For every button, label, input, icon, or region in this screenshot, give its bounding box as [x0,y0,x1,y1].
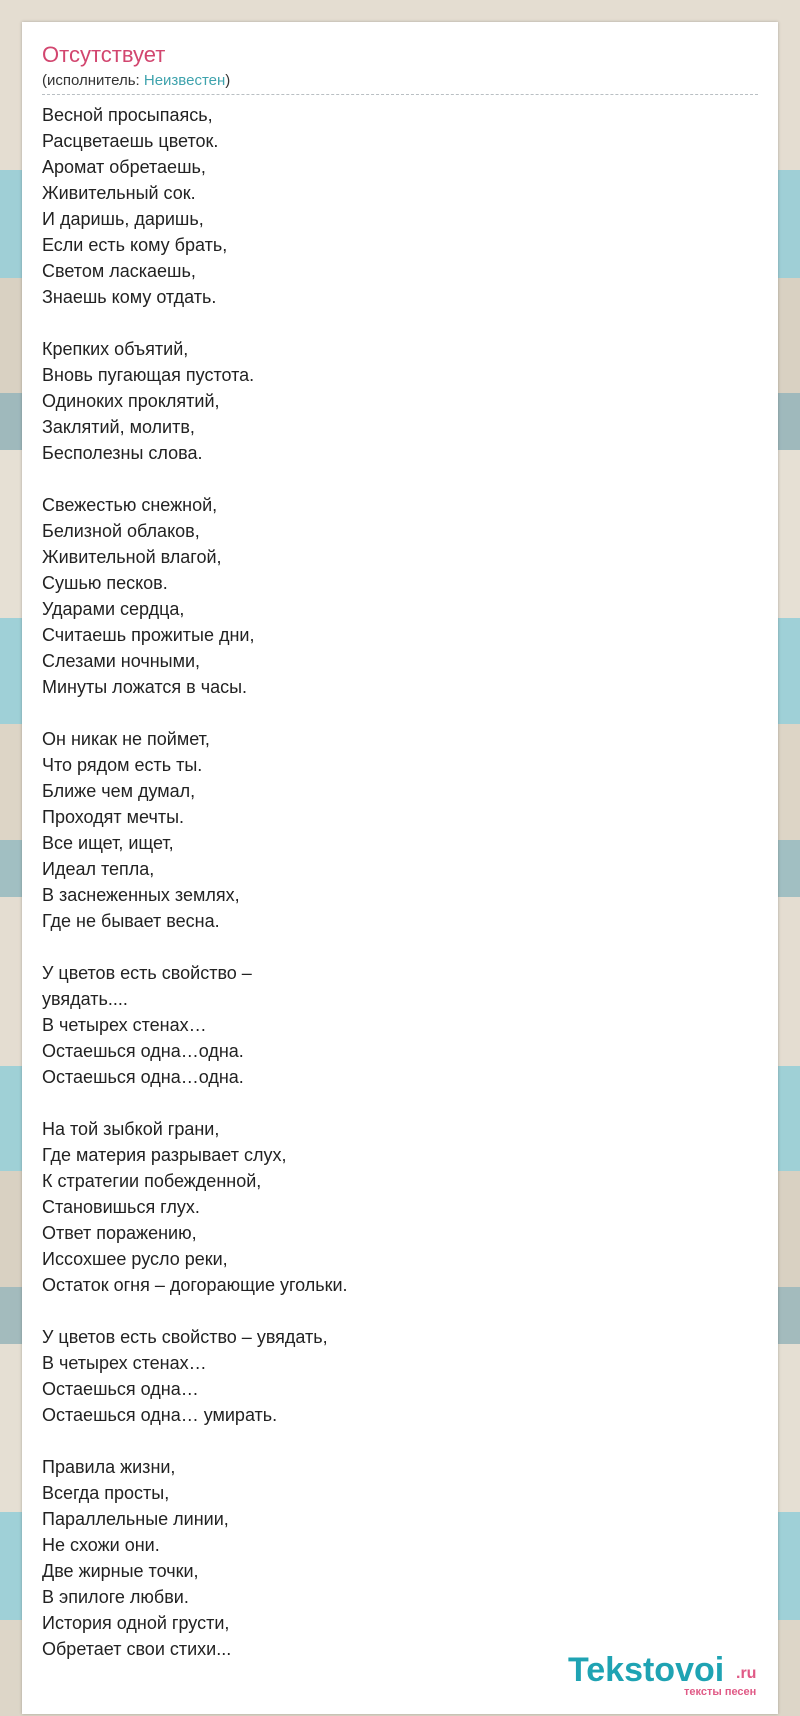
lyrics-line: Крепких объятий, [42,339,189,359]
lyrics-line: Он никак не поймет, [42,729,210,749]
lyrics-line: Ближе чем думал, [42,781,196,801]
lyrics-line: Ударами сердца, [42,599,185,619]
lyrics-line: Где материя разрывает слух, [42,1145,287,1165]
lyrics-line: В заснеженных землях, [42,885,240,905]
lyrics-line: Расцветаешь цветок. [42,131,219,151]
brand-tagline: тексты песен [684,1686,757,1698]
lyrics-line: Правила жизни, [42,1457,176,1477]
lyrics-line: Одиноких проклятий, [42,391,220,411]
lyrics-stanza [42,726,758,934]
lyrics-line: Вновь пугающая пустота. [42,365,255,385]
lyrics-line: В четырех стенах… [42,1353,207,1373]
lyrics-line: Белизной облаков, [42,521,200,541]
lyrics-line: Слезами ночными, [42,651,201,671]
lyrics-stanza [42,1116,758,1298]
lyrics-stanza [42,960,758,1090]
lyrics-line: Ответ поражению, [42,1223,197,1243]
lyrics-line: Живительный сок. [42,183,196,203]
lyrics-line: И даришь, даришь, [42,209,204,229]
lyrics-line: Знаешь кому отдать. [42,287,217,307]
lyrics-line: К стратегии побежденной, [42,1171,262,1191]
lyrics-line: Если есть кому брать, [42,235,228,255]
lyrics-line: Всегда просты, [42,1483,170,1503]
brand-tld: .ru [736,1665,757,1682]
lyrics-line: У цветов есть свойство – [42,963,252,983]
brand-name: Tekstovoi [568,1651,725,1689]
lyrics-line: Живительной влагой, [42,547,222,567]
lyrics-line: Заклятий, молитв, [42,417,195,437]
lyrics-line: Все ищет, ищет, [42,833,174,853]
lyrics-line: Что рядом есть ты. [42,755,203,775]
lyrics-line: У цветов есть свойство – увядать, [42,1327,328,1347]
lyrics-line: Бесполезны слова. [42,443,203,463]
lyrics-line: Остаешься одна… умирать. [42,1405,278,1425]
lyrics-line: Становишься глух. [42,1197,200,1217]
lyrics-line: Иссохшее русло реки, [42,1249,228,1269]
lyrics-line: Аромат обретаешь, [42,157,206,177]
lyrics-line: В эпилоге любви. [42,1587,189,1607]
performer-link[interactable]: Неизвестен [143,72,226,89]
lyrics-line: Свежестью снежной, [42,495,218,515]
lyrics-line: Проходят мечты. [42,807,185,827]
tekstovoi-logo[interactable] [568,1652,778,1702]
lyrics-stanza [42,492,758,700]
lyrics-line: Где не бывает весна. [42,911,220,931]
performer-suffix: ) [225,72,231,89]
song-title: Отсутствует [42,42,166,67]
lyrics-line: Идеал тепла, [42,859,155,879]
lyrics-line: Остаток огня – догорающие угольки. [42,1275,348,1295]
lyrics-body [42,102,758,1688]
song-header [42,42,758,95]
performer-prefix: (исполнитель: [42,72,144,89]
lyrics-line: Весной просыпаясь, [42,105,213,125]
lyrics-line: История одной грусти, [42,1613,230,1633]
lyrics-stanza [42,102,758,310]
lyrics-line: На той зыбкой грани, [42,1119,220,1139]
lyrics-line: Минуты ложатся в часы. [42,677,248,697]
lyrics-card [22,22,778,1714]
performer-line [42,72,230,90]
lyrics-line: Остаешься одна…одна. [42,1067,244,1087]
lyrics-line: Сушью песков. [42,573,168,593]
lyrics-stanza [42,336,758,466]
lyrics-line: Не схожи они. [42,1535,160,1555]
lyrics-line: Параллельные линии, [42,1509,229,1529]
lyrics-line: Остаешься одна… [42,1379,199,1399]
lyrics-line: Считаешь прожитые дни, [42,625,255,645]
lyrics-line: Светом ласкаешь, [42,261,196,281]
lyrics-stanza [42,1324,758,1428]
lyrics-line: Две жирные точки, [42,1561,199,1581]
lyrics-stanza [42,1454,758,1662]
lyrics-line: увядать.... [42,989,128,1009]
lyrics-line: В четырех стенах… [42,1015,207,1035]
lyrics-line: Обретает свои стихи... [42,1639,232,1659]
lyrics-line: Остаешься одна…одна. [42,1041,244,1061]
